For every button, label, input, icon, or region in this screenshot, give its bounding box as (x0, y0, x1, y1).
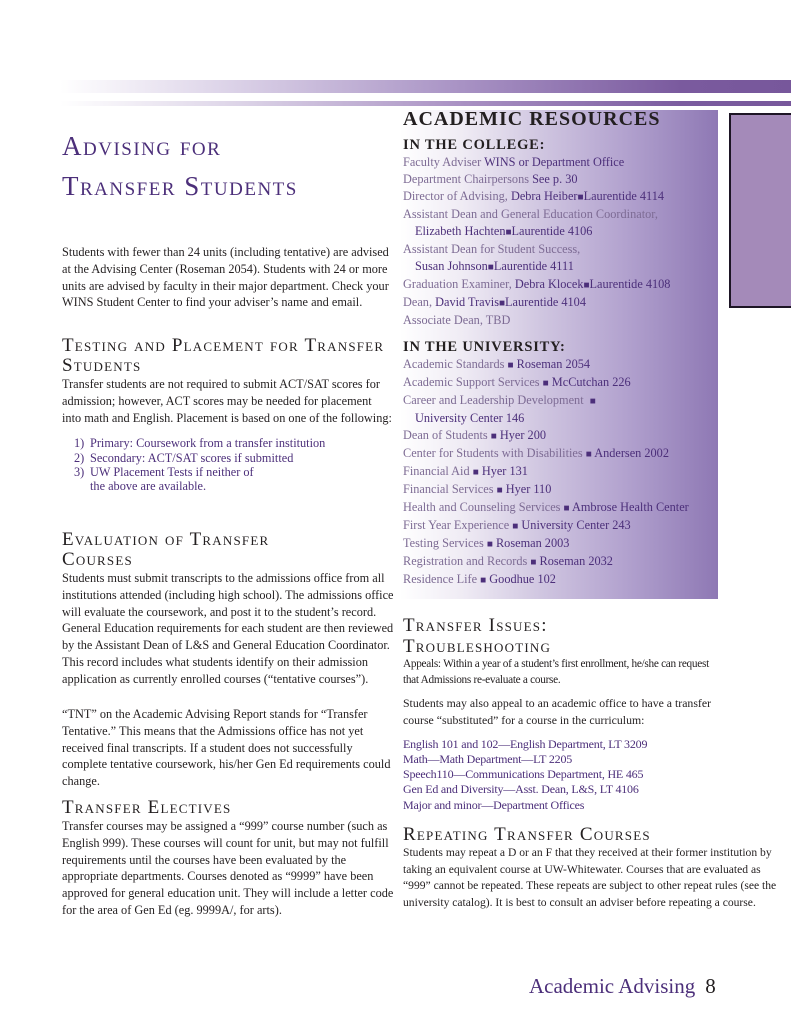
placement-list-item: 1) Primary: Coursework from a transfer institution (74, 436, 326, 451)
resource-item: Testing Services ■ Roseman 2003 (403, 536, 570, 550)
contact-item: Major and minor—Department Offices (403, 797, 585, 812)
resource-item: Faculty Adviser WINS or Department Office (403, 155, 625, 169)
resource-item: Director of Advising, Debra Heiber■Laurentide 4114 (403, 189, 665, 203)
header-decorative-rule (60, 101, 791, 106)
electives-section (62, 798, 394, 919)
square-bullet-icon: ■ (472, 467, 479, 478)
appeals-paragraph: Appeals: Within a year of a student’s first enrollment, he/she can request that Admissions re-evaluate a course. (403, 658, 709, 686)
page-footer (529, 974, 716, 999)
placement-list (62, 436, 392, 493)
square-bullet-icon: ■ (530, 557, 537, 568)
placement-list-item: 2) Secondary: ACT/SAT scores if submitted (74, 450, 294, 465)
repeating-heading: Repeating Transfer Courses (403, 824, 651, 845)
square-bullet-icon: ■ (499, 298, 506, 309)
testing-paragraph: Transfer students are not required to submit ACT/SAT scores for admission; however, ACT scores may be needed for placement into math and English. Placement is based on one of the following: (62, 377, 392, 425)
evaluation-paragraph: Students must submit transcripts to the admissions office from all institutions attended (including high school). The admissions office will evaluate the coursework, and post it to the student’s record. General Education requirements for each student are then reviewed by the Assistant Dean of L&S and General Education Coordinator. This record includes what students identify on their admission application as currently enrolled courses (“tentative courses”). (62, 571, 394, 686)
square-bullet-icon: ■ (563, 503, 570, 514)
contact-item: English 101 and 102—English Department, LT 3209 (403, 736, 648, 751)
resource-item: Assistant Dean for Student Success, Susan Johnson■Laurentide 4111 (403, 242, 581, 273)
issues-heading: Transfer Issues: Troubleshooting (403, 615, 552, 657)
academic-resources (403, 108, 715, 589)
side-tab-box (729, 113, 791, 308)
square-bullet-icon: ■ (487, 262, 494, 273)
intro-paragraph: Students with fewer than 24 units (including tentative) are advised at the Advising Center (Roseman 2054). Students with 24 or more units are advised by faculty in their major department. Check your WINS Student Center to find your adviser’s name and email. (62, 245, 389, 310)
contact-item: Gen Ed and Diversity—Asst. Dean, L&S, LT 4106 (403, 782, 639, 797)
college-resources-list (403, 154, 715, 329)
tnt-paragraph: “TNT” on the Academic Advising Report stands for “Transfer Tentative.” This means that the Admissions office has not yet received final transcripts. If a student does not successfully complete tentative coursework, his/her Gen Ed requirements could change. (62, 707, 391, 789)
evaluation-heading: Evaluation of Transfer Courses (62, 529, 270, 570)
square-bullet-icon: ■ (507, 360, 514, 371)
square-bullet-icon: ■ (480, 575, 487, 586)
university-subheading: IN THE UNIVERSITY: (403, 339, 566, 355)
resource-item: Academic Standards ■ Roseman 2054 (403, 357, 591, 371)
resources-heading: ACADEMIC RESOURCES (403, 108, 661, 130)
resource-item: First Year Experience ■ University Center 243 (403, 518, 631, 532)
substitution-contacts-list (403, 737, 783, 813)
placement-list-item: 3) UW Placement Tests if neither of the above are available. (74, 464, 254, 493)
resource-item: Assistant Dean and General Education Coordinator, Elizabeth Hachten■Laurentide 4106 (403, 207, 658, 238)
square-bullet-icon: ■ (589, 396, 596, 407)
contact-item: Speech110—Communications Department, HE 465 (403, 767, 644, 782)
square-bullet-icon: ■ (512, 521, 519, 532)
testing-placement-section (62, 336, 392, 493)
square-bullet-icon: ■ (486, 539, 493, 550)
electives-paragraph: Transfer courses may be assigned a “999” course number (such as English 999). These courses will count for unit, but may not fulfill requirements until the courses have been evaluated by the appropriate departments. Courses denoted as “9999” have been approved for general education unit. They will include a letter code for the area of Gen Ed (eg. 9999A/, for arts). (62, 819, 394, 917)
resource-item: Health and Counseling Services ■ Ambrose Health Center (403, 500, 689, 514)
resource-item: Academic Support Services ■ McCutchan 226 (403, 375, 631, 389)
header-decorative-band (60, 80, 791, 93)
resource-item: Department Chairpersons See p. 30 (403, 172, 578, 186)
square-bullet-icon: ■ (496, 485, 503, 496)
resource-item: Financial Services ■ Hyer 110 (403, 482, 552, 496)
square-bullet-icon: ■ (542, 378, 549, 389)
evaluation-section (62, 530, 394, 688)
repeating-courses-section (403, 825, 788, 912)
resource-item: Career and Leadership Development ■ University Center 146 (403, 393, 596, 425)
page-title (62, 126, 392, 206)
resource-item: Dean, David Travis■Laurentide 4104 (403, 295, 586, 309)
resource-item: Registration and Records ■ Roseman 2032 (403, 554, 613, 568)
page-number: 8 (705, 974, 716, 998)
page-title-line1: Advising for (62, 131, 222, 161)
resource-item: Dean of Students ■ Hyer 200 (403, 428, 547, 442)
college-subheading: IN THE COLLEGE: (403, 137, 546, 153)
testing-heading: Testing and Placement for Transfer Students (62, 335, 385, 376)
square-bullet-icon: ■ (505, 227, 512, 238)
resource-item: Associate Dean, TBD (403, 313, 511, 327)
page-title-line2: Transfer Students (62, 171, 298, 201)
resource-item: Graduation Examiner, Debra Klocek■Laurentide 4108 (403, 277, 671, 291)
university-resources-list (403, 356, 715, 589)
resource-item: Financial Aid ■ Hyer 131 (403, 464, 528, 478)
square-bullet-icon: ■ (583, 280, 590, 291)
resource-item: Center for Students with Disabilities ■ Andersen 2002 (403, 446, 669, 460)
square-bullet-icon: ■ (585, 449, 592, 460)
repeating-paragraph: Students may repeat a D or an F that they received at their former institution by taking an equivalent course at UW-Whitewater. Courses that are evaluated as “999” cannot be repeated. These repeats are subject to other repeat rules (see the university catalog). It is best to consult an adviser before repeating a course. (403, 846, 777, 910)
substitute-paragraph: Students may also appeal to an academic office to have a transfer course “substituted” for a course in the curriculum: (403, 696, 712, 727)
electives-heading: Transfer Electives (62, 797, 232, 818)
square-bullet-icon: ■ (577, 192, 584, 203)
transfer-issues-section (403, 615, 783, 813)
contact-item: Math—Math Department—LT 2205 (403, 751, 573, 766)
resource-item: Residence Life ■ Goodhue 102 (403, 572, 556, 586)
footer-section-name: Academic Advising (529, 974, 696, 998)
square-bullet-icon: ■ (490, 431, 497, 442)
